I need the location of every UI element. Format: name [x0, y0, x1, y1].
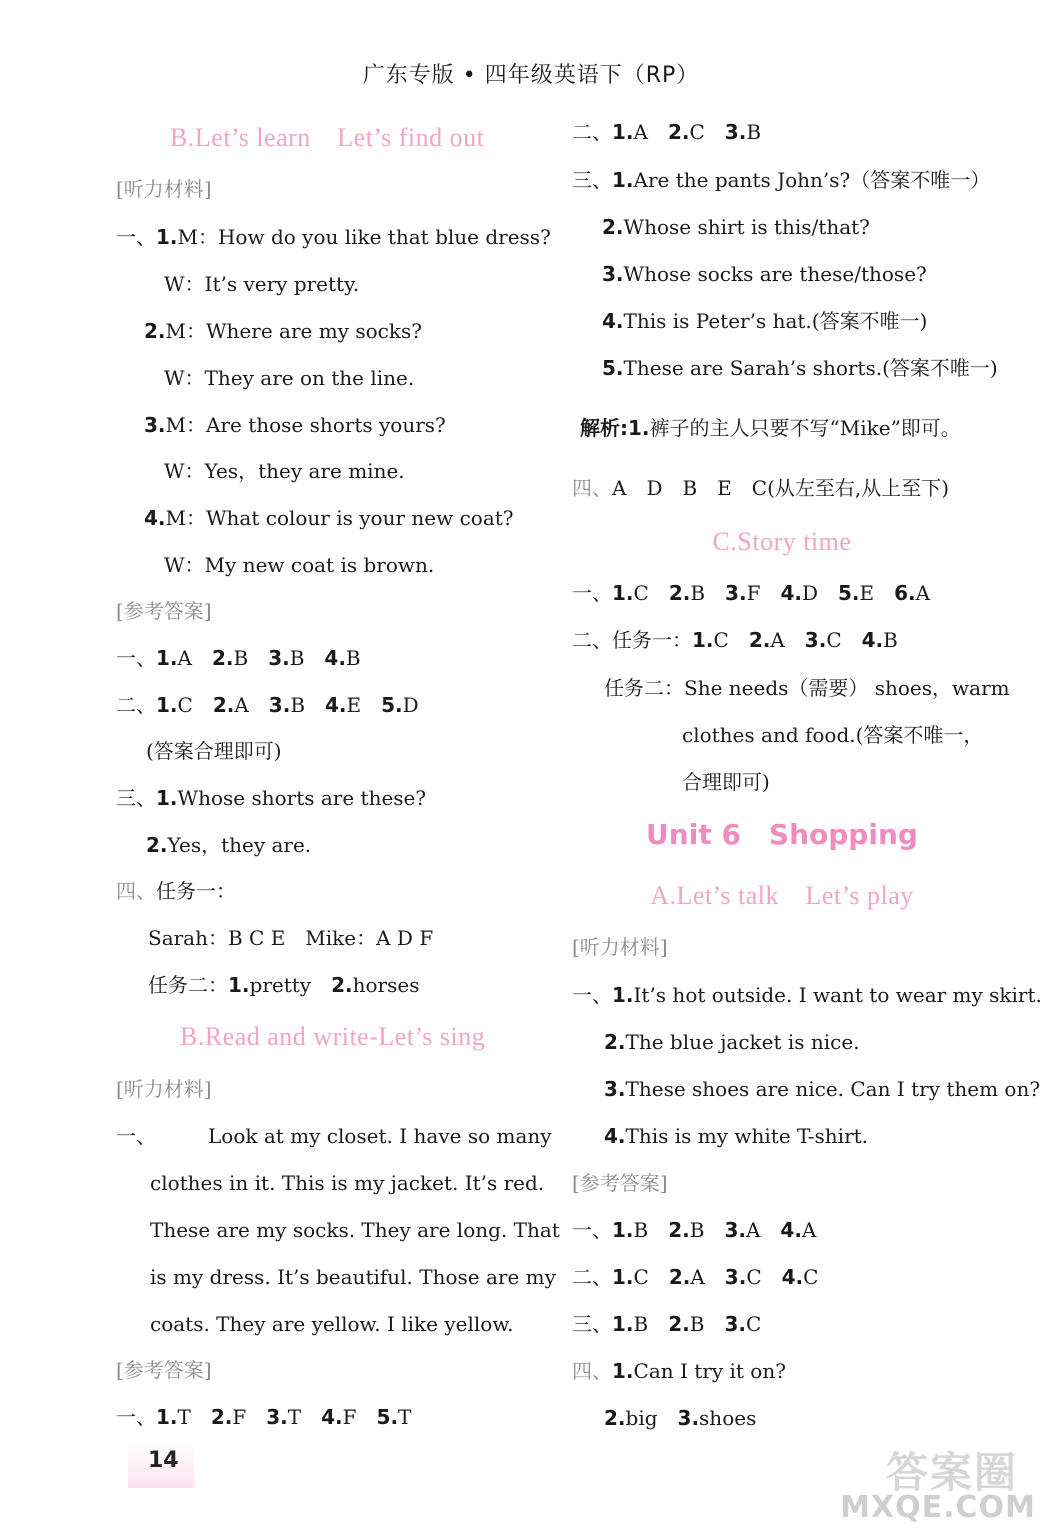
listening-material-tag: [听力材料]: [572, 935, 668, 959]
answer-line: (答案合理即可): [146, 739, 282, 763]
answer-line: 一、1.M：How do you like that blue dress?: [116, 225, 551, 249]
analysis-line: 解析:1.裤子的主人只要不写“Mike”即可。: [580, 416, 961, 440]
reference-answer-tag: [参考答案]: [116, 1358, 212, 1382]
answer-line: 四、任务一：: [116, 879, 236, 903]
answer-line: 一、1.T 2.F 3.T 4.F 5.T: [116, 1405, 412, 1429]
answer-line: 任务二：1.pretty 2.horses: [148, 973, 420, 997]
page-header-title: 广东专版 • 四年级英语下（RP）: [362, 63, 700, 88]
answer-line: 三、1.Are the pants John’s?（答案不唯一）: [572, 168, 991, 192]
answer-line: 合理即可): [682, 770, 770, 794]
answer-line: 四、A D B E C(从左至右,从上至下): [572, 476, 950, 500]
answer-line: 4.M：What colour is your new coat?: [144, 506, 514, 530]
answer-line: W：Yes，they are mine.: [164, 459, 405, 483]
answer-line: W：My new coat is brown.: [164, 553, 435, 577]
answer-line: 任务二：She needs（需要） shoes，warm: [604, 676, 1010, 700]
answer-line: 3.Whose socks are these/those?: [602, 262, 927, 286]
answer-line: 2.The blue jacket is nice.: [604, 1030, 860, 1054]
section-title-read-and-write: B.Read and write-Let’s sing: [180, 1022, 486, 1051]
answer-line: 一、1.It’s hot outside. I want to wear my skirt.: [572, 983, 1042, 1007]
watermark-chinese-text: 答案圈: [886, 1448, 1019, 1497]
page-number: 14: [148, 1448, 179, 1473]
answer-line: W：It’s very pretty.: [164, 272, 360, 296]
reference-answer-tag: [参考答案]: [116, 599, 212, 623]
unit-title: Unit 6 Shopping: [646, 818, 918, 851]
answer-line: 二、任务一：1.C 2.A 3.C 4.B: [572, 628, 898, 652]
answer-line: 2.Whose shirt is this/that?: [602, 215, 870, 239]
answer-line: 二、1.C 2.A 3.B 4.E 5.D: [116, 693, 419, 717]
answer-line: 一、 Look at my closet. I have so many: [116, 1124, 552, 1148]
answer-line: 二、1.C 2.A 3.C 4.C: [572, 1265, 819, 1289]
answer-line: 三、1.Whose shorts are these?: [116, 786, 427, 810]
section-title-lets-learn: B.Let’s learn Let’s find out: [170, 123, 485, 152]
section-title-story-time: C.Story time: [712, 527, 852, 556]
answer-line: coats. They are yellow. I like yellow.: [150, 1312, 514, 1336]
answer-line: 3.These shoes are nice. Can I try them on?: [604, 1077, 1041, 1101]
answer-line: 2.Yes，they are.: [146, 833, 312, 857]
answer-line: Sarah：B C E Mike：A D F: [148, 926, 434, 950]
answer-line: 四、1.Can I try it on?: [572, 1359, 786, 1383]
answer-line: is my dress. It’s beautiful. Those are my: [150, 1265, 556, 1289]
answer-line: W：They are on the line.: [164, 366, 415, 390]
answer-line: 4.This is Peter’s hat.(答案不唯一): [602, 309, 928, 333]
answer-line: 5.These are Sarah’s shorts.(答案不唯一): [602, 356, 998, 380]
answer-line: 2.M：Where are my socks?: [144, 319, 422, 343]
answer-line: 2.big 3.shoes: [604, 1406, 757, 1430]
answer-line: 一、1.A 2.B 3.B 4.B: [116, 646, 361, 670]
section-title-lets-talk: A.Let’s talk Let’s play: [650, 881, 914, 910]
answer-line: 二、1.A 2.C 3.B: [572, 120, 762, 144]
listening-material-tag: [听力材料]: [116, 1077, 212, 1101]
answer-line: 一、1.B 2.B 3.A 4.A: [572, 1218, 817, 1242]
answer-line: 4.This is my white T-shirt.: [604, 1124, 869, 1148]
answer-line: 三、1.B 2.B 3.C: [572, 1312, 762, 1336]
answer-line: 3.M：Are those shorts yours?: [144, 413, 446, 437]
answer-line: clothes in it. This is my jacket. It’s red.: [150, 1171, 545, 1195]
watermark-url-text: MXQE.COM: [840, 1490, 1036, 1525]
answer-line: 一、1.C 2.B 3.F 4.D 5.E 6.A: [572, 581, 931, 605]
listening-material-tag: [听力材料]: [116, 177, 212, 201]
answer-line: These are my socks. They are long. That: [150, 1218, 560, 1242]
reference-answer-tag: [参考答案]: [572, 1171, 668, 1195]
answer-line: clothes and food.(答案不唯一，: [682, 723, 984, 747]
watermark-logo: [828, 1440, 1048, 1530]
